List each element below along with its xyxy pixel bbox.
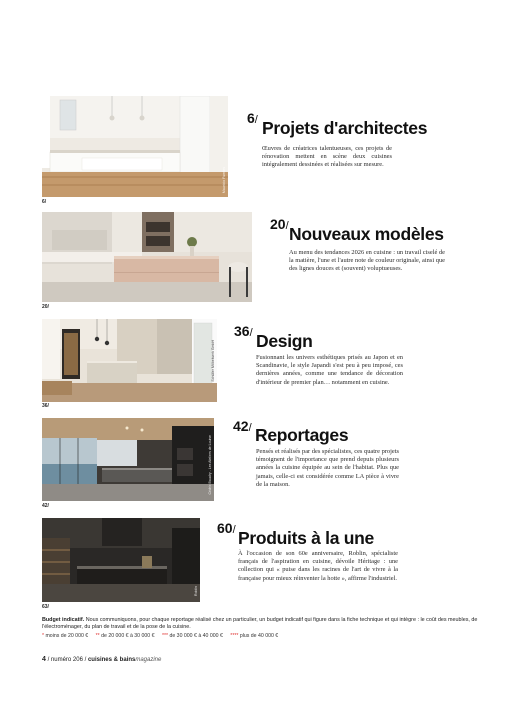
photo-credit: Mauricio Fuertes <box>222 166 226 193</box>
folio-magazine-suffix: magazine <box>135 657 162 663</box>
folio-page-number: 4 <box>42 656 46 663</box>
section-title: Produits à la une <box>238 528 374 548</box>
photo-credit: Schüller Möbelwerk GmbH <box>211 340 215 382</box>
budget-label: Budget indicatif. <box>42 617 85 623</box>
legend-item: **** plus de 40 000 € <box>230 633 279 639</box>
legend-item: ** de 20 000 € à 30 000 € <box>95 633 155 639</box>
legend-item: * moins de 20 000 € <box>42 633 89 639</box>
section-description: Œuvres de créatrices talentueuses, ces projets de rénovation mettent en scène deux cuisines intégralement dessinées et réalisées sur mesure. <box>262 145 392 169</box>
section-title: Design <box>256 331 313 351</box>
legend-item: *** de 30 000 € à 40 000 € <box>161 633 223 639</box>
section-description: Pensés et réalisés par des spécialistes, ces quatre projets témoignent de l'importance que prend depuis plusieurs années la cuisine équipée au sein de l'habitat. Plus que jamais, celle-ci est considérée comme LA pièce à vivre de la maison. <box>256 448 399 488</box>
photo-design <box>42 319 217 402</box>
section-description: Au menu des tendances 2026 en cuisine : un travail ciselé de la matière, l'une et l'autre note de couleur originale, ainsi que des lignes douces et (souvent) voluptueuses. <box>289 249 445 273</box>
budget-note <box>42 617 482 631</box>
section-number: 60/ <box>217 520 236 536</box>
section-description: À l'occasion de son 60e anniversaire, Roblin, spécialiste français de l'aspiration en cuisine, dévoile Héritage : une collection qui « puise dans les racines de l'art de vivre à la française pour mieux réinventer la hotte », affirme l'industriel. <box>238 550 398 582</box>
page-reference: 6/ <box>42 199 47 205</box>
section-number: 42/ <box>233 418 252 434</box>
section-number: 36/ <box>234 323 253 339</box>
page-reference: 36/ <box>42 403 49 409</box>
photo-reportages <box>42 418 214 501</box>
photo-produits-a-la-une <box>42 518 200 602</box>
folio-magazine: cuisines & bains <box>87 657 136 663</box>
photo-projets-architectes <box>42 96 228 197</box>
photo-nouveaux-modeles <box>42 212 252 302</box>
page-reference: 42/ <box>42 503 49 509</box>
page-reference: 63/ <box>42 604 49 610</box>
budget-text: Nous communiquons, pour chaque reportage réalisé chez un particulier, un budget indicatif qui figure dans la fiche technique et qui intègre : le coût des meubles, de l'électroménager, du plan de travail et de la pose de la cuisine. <box>42 617 478 630</box>
section-title: Projets d'architectes <box>262 118 428 138</box>
photo-credit: Roblin <box>194 586 198 596</box>
section-number: 6/ <box>247 110 258 126</box>
folio-issue: numéro 206 <box>50 657 83 663</box>
section-number: 20/ <box>270 216 289 232</box>
budget-legend <box>42 633 284 639</box>
section-title: Reportages <box>255 425 349 445</box>
section-title: Nouveaux modèles <box>289 224 444 244</box>
section-description: Fusionnant les univers esthétiques prisés au Japon et en Scandinavie, le style Japandi s'est peu à peu imposé, ces dernières années, comme une tendance de décoration d'intérieur de premier plan… notamment en cuisine. <box>256 354 403 386</box>
photo-credit: Cédric Baudry - Les Ateliers de Louise <box>208 435 212 495</box>
page-folio: 4 / numéro 206 / cuisines & bainsmagazine <box>42 656 162 663</box>
page-reference: 20/ <box>42 304 49 310</box>
